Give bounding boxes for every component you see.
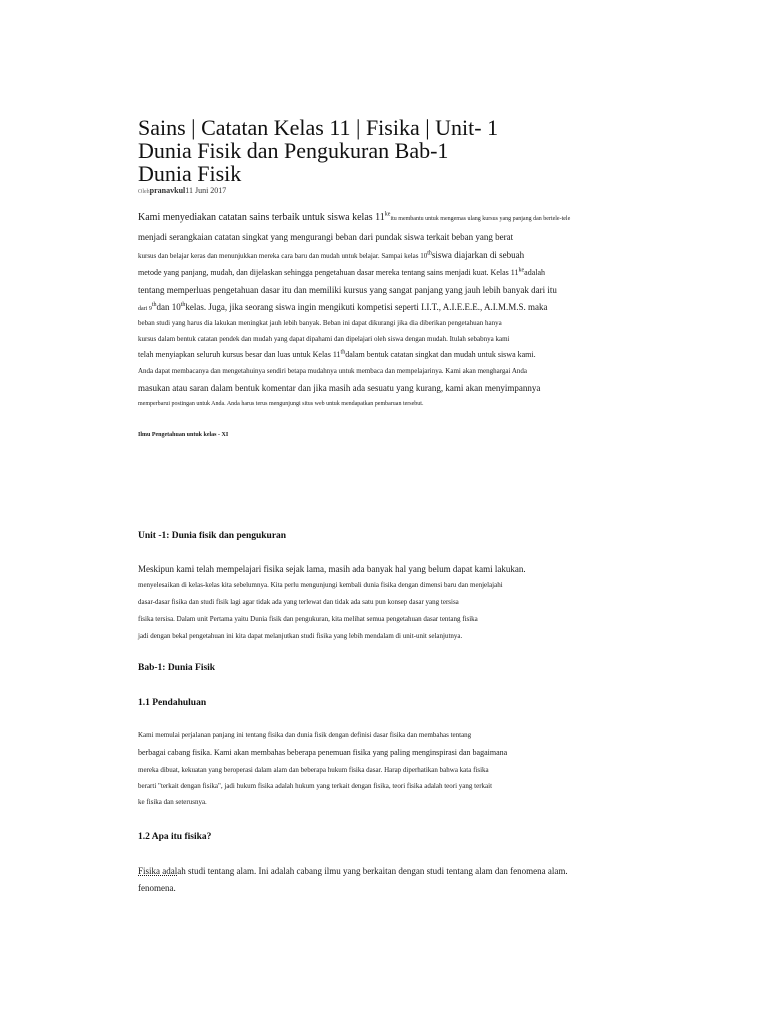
intro-line-10: Anda dapat membacanya dan mengetahuinya sendiri betapa mudahnya untuk membaca dan mempelajarinya. Kami akan menghargai Anda (138, 367, 528, 375)
author-name[interactable]: pranavkul (149, 186, 186, 195)
unit-para-line-2: menyelesaikan di kelas-kelas kita sebelumnya. Kita perlu mengunjungi kembali dunia fisika dengan dimensi baru dan menjelajahi (138, 581, 503, 589)
superscript: th (427, 250, 432, 257)
superscript: th (151, 302, 157, 308)
intro-line-4-text: metode yang panjang, mudah, dan dijelaskan sehingga pengetahuan dasar mereka tentang sains menjadi kuat. Kelas 11 (138, 268, 519, 277)
unit-para-line-1: Meskipun kami telah mempelajari fisika sejak lama, masih ada banyak hal yang belum dapat kami lakukan. (138, 564, 526, 574)
intro-line-3-text-b: siswa diajarkan di sebuah (431, 250, 525, 260)
intro-line-6-text: dari 9 (138, 306, 152, 312)
page-title-line-2: Dunia Fisik dan Pengukuran Bab-1 (138, 138, 449, 163)
intro-line-9-text: telah menyiapkan seluruh kursus besar dan luas untuk Kelas 11 (138, 350, 341, 359)
intro-line-6-text-c: kelas. Juga, jika seorang siswa ingin mengikuti kompetisi seperti I.I.T., A.I.E.E.E., A.I.M.M.S. maka (185, 302, 548, 312)
post-date: 11 Juni 2017 (185, 186, 227, 195)
ilmu-label[interactable]: Ilmu Pengetahuan untuk kelas - XI (138, 432, 229, 438)
pendahuluan-line-4: berarti "terkait dengan fisika", jadi hukum fisika adalah hukum yang terkait dengan fisika, teori fisika adalah teori yang terkait (138, 782, 493, 790)
superscript: th (340, 349, 346, 356)
intro-line-4-text-b: adalah (524, 268, 546, 277)
post-meta (138, 186, 226, 195)
definition-text: ah studi tentang alam. Ini adalah cabang ilmu yang berkaitan dengan studi tentang alam dan fenomena alam. (177, 866, 568, 876)
bab-heading: Bab-1: Dunia Fisik (138, 663, 216, 673)
intro-line-6-text-b: dan 10 (156, 302, 181, 312)
apa-definition (138, 866, 568, 876)
intro-line-5: tentang memperluas pengetahuan dasar itu dan memiliki kursus yang sangat panjang yang jauh lebih banyak dari itu (138, 285, 557, 295)
unit-para-line-3: dasar-dasar fisika dan studi fisik lagi agar tidak ada yang terlewat dan tidak ada satu pun konsep dasar yang tersisa (138, 598, 459, 606)
unit-heading: Unit -1: Dunia fisik dan pengukuran (138, 531, 287, 541)
unit-para-line-5: jadi dengan bekal pengetahuan ini kita dapat melanjutkan studi fisika yang lebih mendalam di unit-unit selanjutnya. (138, 632, 463, 640)
intro-line-1 (138, 212, 570, 223)
superscript: ke (384, 211, 391, 218)
pendahuluan-line-3: mereka dibuat, kekuatan yang beroperasi dalam alam dan beberapa hukum fisika dasar. Harap diperhatikan bahwa kata fisika (138, 766, 489, 774)
intro-line-8: kursus dalam bentuk catatan pendek dan mudah yang dapat dipahami dan dipelajari oleh siswa dengan mudah. Itulah sebabnya kami (138, 335, 510, 343)
intro-line-11: masukan atau saran dalam bentuk komentar dan jika masih ada sesuatu yang kurang, kami akan menyimpannya (138, 383, 541, 393)
intro-line-2: menjadi serangkaian catatan singkat yang mengurangi beban dari pundak siswa terkait beban yang berat (138, 232, 514, 242)
unit-para-line-4: fisika tersisa. Dalam unit Pertama yaitu Dunia fisik dan pengukuran, kita melihat semua pengetahuan dasar tentang fisika (138, 615, 478, 623)
pendahuluan-heading: 1.1 Pendahuluan (138, 698, 207, 708)
pendahuluan-line-5: ke fisika dan seterusnya. (138, 798, 207, 806)
definition-term-link[interactable]: Fisika adal (138, 866, 178, 876)
pendahuluan-line-1: Kami memulai perjalanan panjang ini tentang fisika dan dunia fisik dengan definisi dasar fisika dan membahas tentang (138, 731, 472, 739)
by-label: Oleh (138, 189, 150, 195)
intro-line-9 (138, 350, 536, 359)
intro-line-1-text: Kami menyediakan catatan sains terbaik untuk siswa kelas 11 (138, 212, 385, 223)
superscript: ke (518, 267, 525, 274)
intro-line-4 (138, 268, 545, 277)
pendahuluan-line-2: berbagai cabang fisika. Kami akan membahas beberapa penemuan fisika yang paling menginspirasi dan bagaimana (138, 748, 508, 757)
apa-definition-cont: fenomena. (138, 883, 176, 893)
page-title-line-3: Dunia Fisik (138, 161, 242, 186)
apa-heading: 1.2 Apa itu fisika? (138, 832, 212, 842)
intro-line-1-small: itu membantu untuk mengemas ulang kursus yang panjang dan bertele-tele (390, 216, 571, 222)
intro-line-9-text-b: dalam bentuk catatan singkat dan mudah untuk siswa kami. (345, 350, 536, 359)
intro-line-3 (138, 250, 524, 260)
page-title-line-1: Sains | Catatan Kelas 11 | Fisika | Unit- 1 (138, 115, 499, 140)
superscript: th (180, 302, 186, 308)
intro-line-6 (138, 302, 547, 312)
intro-line-12: memperbarui postingan untuk Anda. Anda harus terus mengunjungi situs web untuk mendapatkan pembaruan tersebut. (138, 401, 424, 407)
intro-line-3-text: kursus dan belajar keras dan menunjukkan mereka cara baru dan mudah untuk belajar. Sampai kelas 10 (138, 252, 428, 260)
intro-line-7: beban studi yang harus dia lakukan meningkat jauh lebih banyak. Beban ini dapat dikurangi jika dia diberikan pengetahuan hanya (138, 319, 502, 327)
